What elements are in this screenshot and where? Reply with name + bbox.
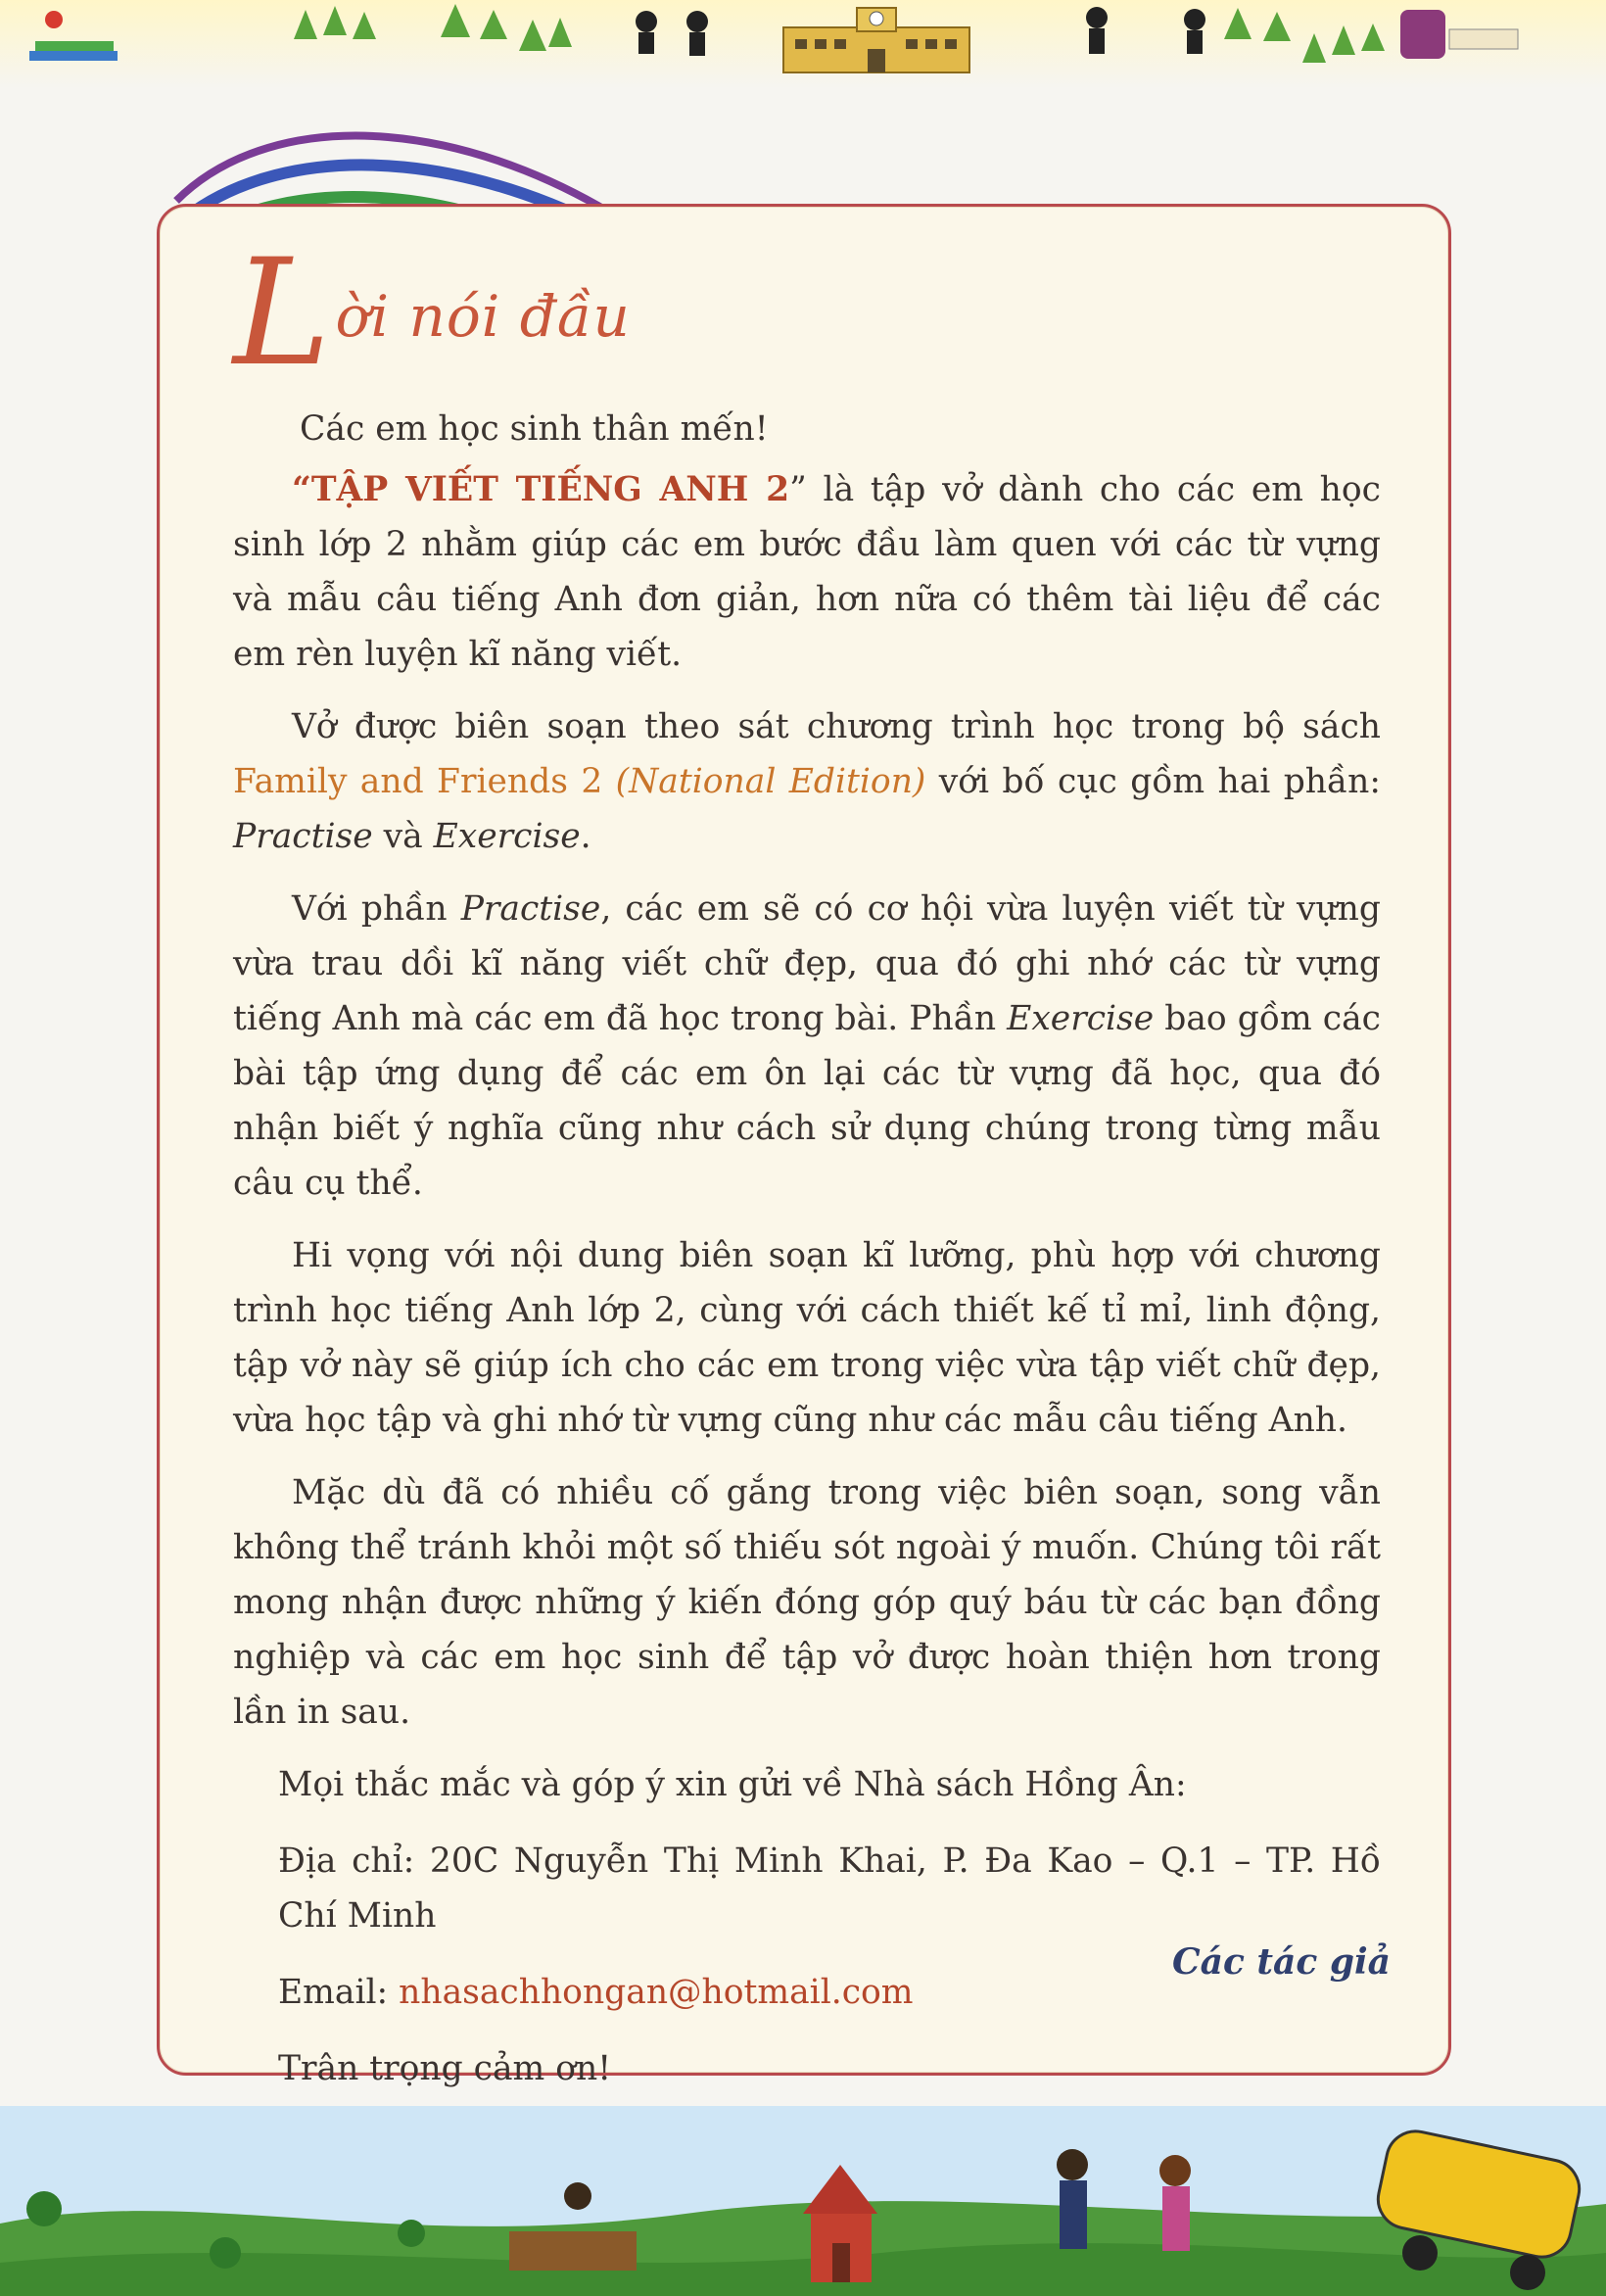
paragraph-parts [233, 882, 1381, 1211]
term-practise: Practise [460, 889, 601, 929]
paragraph-structure [233, 699, 1381, 864]
email-link[interactable]: nhasachhongan@hotmail.com [399, 1973, 914, 2012]
text-span: với bố cục gồm hai phần: [925, 762, 1381, 801]
title-rest: ời nói đầu [335, 283, 631, 350]
thanks-line: Trân trọng cảm ơn! [278, 2049, 612, 2088]
series-edition: (National Edition) [615, 762, 926, 801]
signature: Các tác giả [1171, 1941, 1391, 1983]
text-span: . [580, 817, 591, 856]
title-initial: L [233, 228, 332, 399]
page-title [233, 228, 631, 399]
term-practise: Practise [233, 817, 373, 856]
text-span: và [372, 817, 434, 856]
paragraph-hope: Hi vọng với nội dung biên soạn kĩ lưỡng, phù hợp với chương trình học tiếng Anh lớp 2, cùng với cách thiết kế tỉ mỉ, linh động, tập vở này sẽ giúp ích cho các em trong việc vừa tập viết chữ đẹp, vừa học tập và ghi nhớ từ vựng cũng như các mẫu câu tiếng Anh. [233, 1236, 1381, 1440]
greeting: Các em học sinh thân mến! [300, 409, 769, 449]
contact-address: Địa chỉ: 20C Nguyễn Thị Minh Khai, P. Đa Kao – Q.1 – TP. Hồ Chí Minh [278, 1842, 1381, 1936]
book-name: “TẬP VIẾT TIẾNG ANH 2 [292, 470, 790, 509]
series-name: Family and Friends 2 [233, 762, 616, 801]
paragraph-feedback: Mặc dù đã có nhiều cố gắng trong việc biên soạn, song vẫn không thể tránh khỏi một số thiếu sót ngoài ý muốn. Chúng tôi rất mong nhận được những ý kiến đóng góp quý báu từ các bạn đồng nghiệp và các em học sinh để tập vở được hoàn thiện hơn trong lần in sau. [233, 1473, 1381, 1732]
top-illustration-strip [0, 0, 1606, 88]
bottom-illustration-strip [0, 2106, 1606, 2296]
book-name-close: ” [789, 470, 807, 509]
paragraph-intro-text: là tập vở dành cho các em học sinh lớp 2 nhằm giúp các em bước đầu làm quen với các từ vựng và mẫu câu tiếng Anh đơn giản, hơn nữa có thêm tài liệu để các em rèn luyện kĩ năng viết. [233, 470, 1381, 674]
term-exercise: Exercise [1007, 999, 1155, 1038]
text-span: , các em sẽ có cơ hội vừa luyện viết từ vựng vừa trau dồi kĩ năng viết chữ đẹp, qua đó ghi nhớ các từ vựng tiếng Anh mà các em đã học trong bài. Phần [233, 889, 1381, 1038]
text-span: Với phần [292, 889, 461, 929]
email-label: Email: [278, 1973, 400, 2012]
paragraph-intro [233, 462, 1381, 682]
preface-body [233, 402, 1381, 2118]
text-span: Vở được biên soạn theo sát chương trình học trong bộ sách [292, 707, 1381, 746]
contact-intro: Mọi thắc mắc và góp ý xin gửi về Nhà sách Hồng Ân: [278, 1765, 1187, 1804]
term-exercise: Exercise [433, 817, 581, 856]
text-span: bao gồm các bài tập ứng dụng để các em ôn lại các từ vựng đã học, qua đó nhận biết ý nghĩa cũng như cách sử dụng chúng trong từng mẫu câu cụ thể. [233, 999, 1381, 1203]
